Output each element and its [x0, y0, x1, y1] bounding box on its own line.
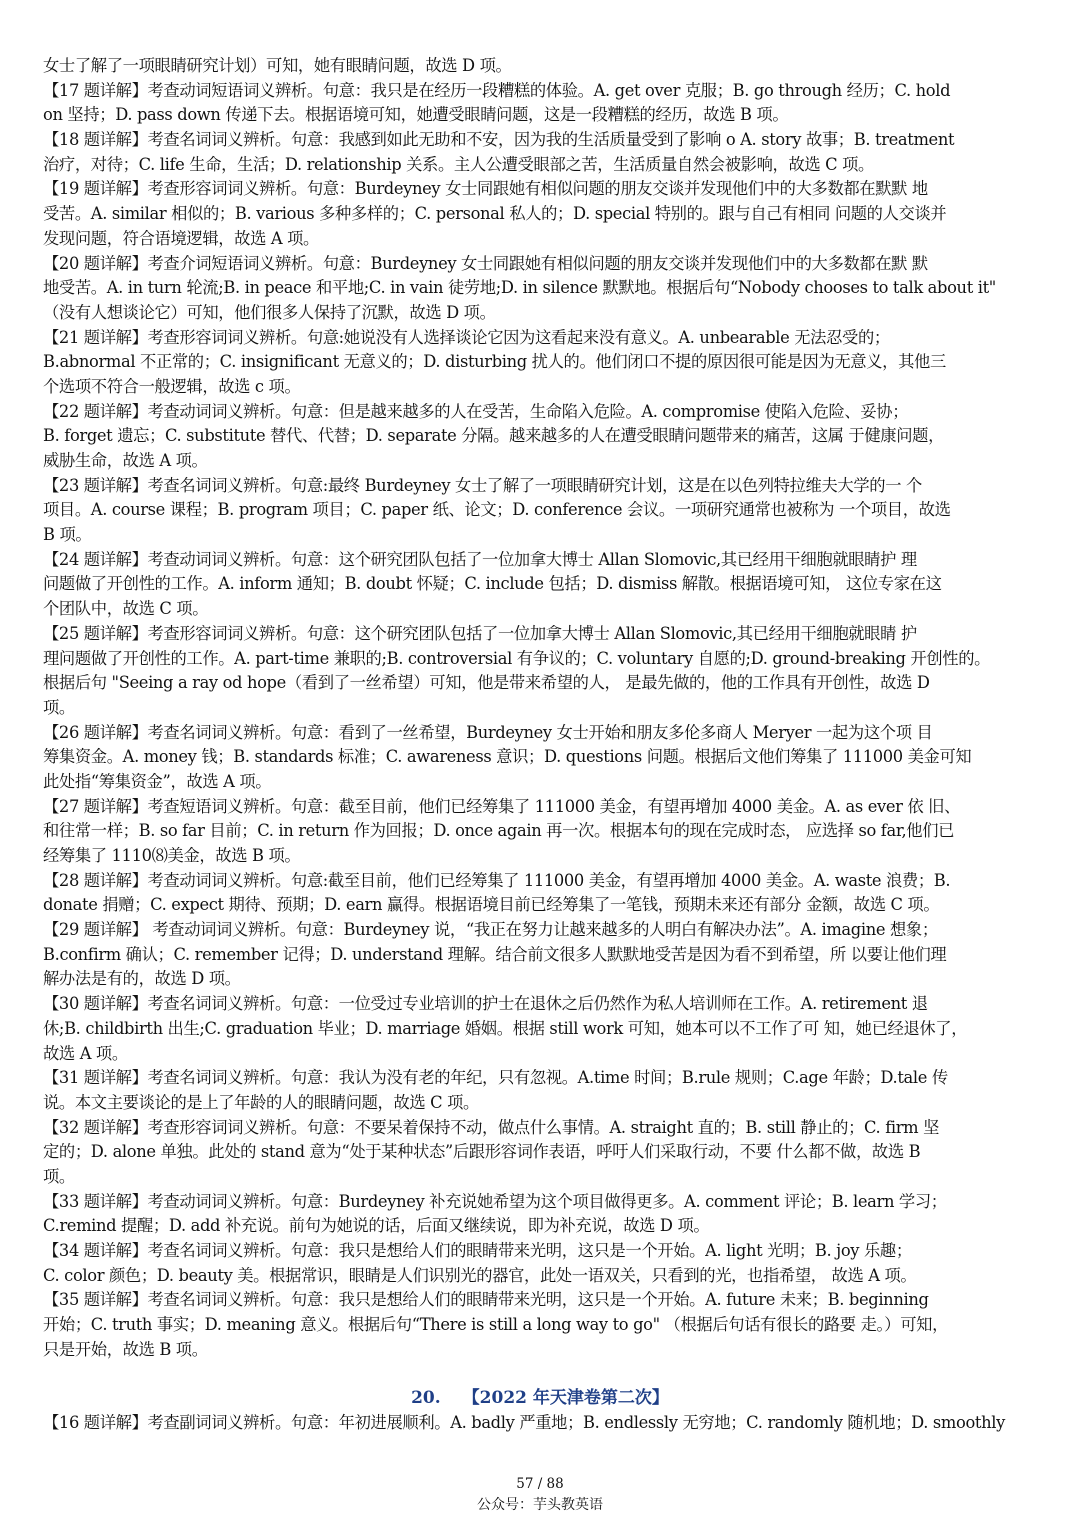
text-line: B. forget 遗忘；C. substitute 替代、代替；D. separate 分隔。越来越多的人在遭受眼睛问题带来的痛苦，这属 于健康问题，	[43, 426, 945, 446]
text-line: 受苦。A. similar 相似的；B. various 多种多样的；C. personal 私人的；D. special 特别的。跟与自己有相同 问题的人交谈并	[43, 204, 947, 224]
text-line: 【32 题详解】考查形容词词义辨析。句意：不要呆着保持不动，做点什么事情。A. straight 直的；B. still 静止的；C. firm 坚	[43, 1117, 940, 1137]
text-line: 【18 题详解】考查名词词义辨析。句意：我感到如此无助和不安，因为我的生活质量受到了影响 o A. story 故事；B. treatment	[43, 130, 955, 150]
text-line: donate 捐赠；C. expect 期待、预期；D. earn 赢得。根据语境目前已经筹集了一笔钱，预期未来还有部分 金额，故选 C 项。	[43, 895, 940, 915]
text-line: C.remind 提醒；D. add 补充说。前句为她说的话，后面又继续说，即为补充说，故选 D 项。	[43, 1216, 710, 1236]
text-line: 【35 题详解】考查名词词义辨析。句意：我只是想给人们的眼睛带来光明，这只是一个开始。A. future 未来；B. beginning	[43, 1290, 929, 1310]
text-line: 项目。A. course 课程；B. program 项目；C. paper 纸、论文；D. conference 会议。一项研究通常也被称为 一个项目，故选	[43, 500, 951, 520]
text-line: 定的；D. alone 单独。此处的 stand 意为“处于某种状态”后跟形容词作表语，呼吁人们采取行动，不要 什么都不做，故选 B	[43, 1142, 921, 1162]
text-line: 治疗，对待；C. life 生命，生活；D. relationship 关系。主人公遭受眼部之苦，生活质量自然会被影响，故选 C 项。	[43, 154, 874, 174]
text-line: 开始；C. truth 事实；D. meaning 意义。根据后句“There is still a long way to go" （根据后句话有很长的路要 走。）可知，	[43, 1315, 949, 1335]
text-line: 【20 题详解】考查介词短语词义辨析。句意：Burdeyney 女士同跟她有相似问题的朋友交谈并发现他们中的大多数都在默 默	[43, 253, 928, 273]
text-line: 地受苦。A. in turn 轮流;B. in peace 和平地;C. in vain 徒劳地;D. in silence 默默地。根据后句“Nobody chooses to talk about it"	[43, 278, 996, 298]
text-line: 【31 题详解】考查名词词义辨析。句意：我认为没有老的年纪，只有忽视。A.time 时间；B.rule 规则；C.age 年龄；D.tale 传	[43, 1068, 948, 1088]
text-line: 【23 题详解】考查名词词义辨析。句意:最终 Burdeyney 女士了解了一项眼睛研究计划，这是在以色列特拉维夫大学的一 个	[43, 475, 922, 495]
section-title: 【2022 年天津卷第二次】	[462, 1388, 669, 1408]
text-line: on 坚持；D. pass down 传递下去。根据语境可知，她遭受眼睛问题，这是一段糟糕的经历，故选 B 项。	[43, 105, 789, 125]
text-line: 和往常一样；B. so far 目前；C. in return 作为回报；D. once again 再一次。根据本句的现在完成时态， 应选择 so far,他们已	[43, 821, 955, 841]
page-number: 57 / 88	[516, 1476, 564, 1492]
section-number: 20.	[411, 1388, 441, 1408]
text-line: B.abnormal 不正常的；C. insignificant 无意义的；D. disturbing 扰人的。他们闭口不提的原因很可能是因为无意义，其他三	[43, 352, 946, 372]
text-line: 发现问题，符合语境逻辑，故选 A 项。	[43, 228, 319, 248]
text-line: 个团队中，故选 C 项。	[43, 599, 209, 619]
text-line: （没有人想谈论它）可知，他们很多人保持了沉默，故选 D 项。	[43, 302, 496, 322]
text-line: 【19 题详解】考查形容词词义辨析。句意：Burdeyney 女士同跟她有相似问题的朋友交谈并发现他们中的大多数都在默默 地	[43, 179, 928, 199]
text-line: 故选 A 项。	[43, 1043, 128, 1063]
text-line: 经筹集了 1110⑻美金，故选 B 项。	[43, 846, 301, 865]
text-line: 根据后句 "Seeing a ray od hope（看到了一丝希望）可知，他是带来希望的人， 是最先做的，他的工作具有开创性，故选 D	[43, 673, 930, 693]
text-line: 【33 题详解】考查动词词义辨析。句意：Burdeyney 补充说她希望为这个项目做得更多。A. comment 评论；B. learn 学习；	[43, 1191, 947, 1211]
text-line: 【30 题详解】考查名词词义辨析。句意：一位受过专业培训的护士在退休之后仍然作为私人培训师在工作。A. retirement 退	[43, 994, 928, 1014]
footer-note: 公众号：芋头教英语	[477, 1497, 603, 1513]
text-line: 威胁生命，故选 A 项。	[43, 451, 208, 470]
text-line: 【24 题详解】考查动词词义辨析。句意：这个研究团队包括了一位加拿大博士 Allan Slomovic,其已经用干细胞就眼睛护 理	[43, 549, 917, 569]
text-line: 【17 题详解】考查动词短语词义辨析。句意：我只是在经历一段糟糕的体验。A. get over 克服；B. go through 经历；C. hold	[43, 80, 951, 100]
text-line: B.confirm 确认；C. remember 记得；D. understand 理解。结合前文很多人默默地受苦是因为看不到希望，所 以要让他们理	[43, 944, 947, 964]
text-line: 【25 题详解】考查形容词词义辨析。句意：这个研究团队包括了一位加拿大博士 Allan Slomovic,其已经用干细胞就眼睛 护	[43, 623, 917, 643]
text-line: 说。本文主要谈论的是上了年龄的人的眼睛问题，故选 C 项。	[43, 1092, 479, 1112]
text-line: 【34 题详解】考查名词词义辨析。句意：我只是想给人们的眼睛带来光明，这只是一个开始。A. light 光明；B. joy 乐趣；	[43, 1241, 912, 1260]
text-line: 【26 题详解】考查名词词义辨析。句意：看到了一丝希望，Burdeyney 女士开始和朋友多伦多商人 Meryer 一起为这个项 目	[43, 722, 933, 742]
text-line: 问题做了开创性的工作。A. inform 通知；B. doubt 怀疑；C. include 包括；D. dismiss 解散。根据语境可知， 这位专家在这	[43, 574, 942, 594]
text-line: 女士了解了一项眼睛研究计划）可知，她有眼睛问题，故选 D 项。	[43, 56, 512, 75]
text-line: 只是开始，故选 B 项。	[43, 1339, 208, 1359]
text-line: 理问题做了开创性的工作。A. part-time 兼职的;B. controversial 有争议的；C. voluntary 自愿的;D. ground-breaking 开创性的。	[43, 648, 991, 668]
text-line: 解办法是有的，故选 D 项。	[43, 969, 241, 989]
text-line: 【21 题详解】考查形容词词义辨析。句意:她说没有人选择谈论它因为这看起来没有意义。A. unbearable 无法忍受的；	[43, 327, 890, 347]
text-line: 【16 题详解】考查副词词义辨析。句意：年初进展顺利。A. badly 严重地；B. endlessly 无穷地；C. randomly 随机地；D. smoothly	[43, 1413, 1005, 1432]
text-line: B 项。	[43, 525, 92, 545]
text-line: 个选项不符合一般逻辑，故选 c 项。	[43, 376, 301, 396]
text-line: 【28 题详解】考查动词词义辨析。句意:截至目前，他们已经筹集了 111000 美金，有望再增加 4000 美金。A. waste 浪费；B.	[43, 870, 951, 890]
text-line: 此处指“筹集资金”，故选 A 项。	[43, 771, 272, 791]
text-line: 休;B. childbirth 出生;C. graduation 毕业；D. marriage 婚姻。根据 still work 可知，她本可以不工作了可 知，她已经退休了，	[43, 1018, 968, 1038]
text-line: 【29 题详解】 考查动词词义辨析。句意：Burdeyney 说，“我正在努力让越来越多的人明白有解决办法”。A. imagine 想象；	[43, 920, 938, 940]
text-line: C. color 颜色；D. beauty 美。根据常识，眼睛是人们识别光的器官，此处一语双关，只看到的光，也指希望， 故选 A 项。	[43, 1265, 917, 1285]
text-line: 【27 题详解】考查短语词义辨析。句意：截至目前，他们已经筹集了 111000 美金，有望再增加 4000 美金。A. as ever 依 旧、	[43, 796, 961, 816]
text-line: 项。	[43, 697, 75, 717]
explanation-text-block	[43, 54, 1053, 1362]
text-line: 项。	[43, 1166, 75, 1186]
next-section-text-block	[43, 1411, 1053, 1436]
text-line: 筹集资金。A. money 钱；B. standards 标准；C. awareness 意识；D. questions 问题。根据后文他们筹集了 111000 美金可知	[43, 747, 972, 767]
section-heading	[0, 1386, 1080, 1410]
text-line: 【22 题详解】考查动词词义辨析。句意：但是越来越多的人在受苦，生命陷入危险。A. compromise 使陷入危险、妥协；	[43, 401, 909, 421]
